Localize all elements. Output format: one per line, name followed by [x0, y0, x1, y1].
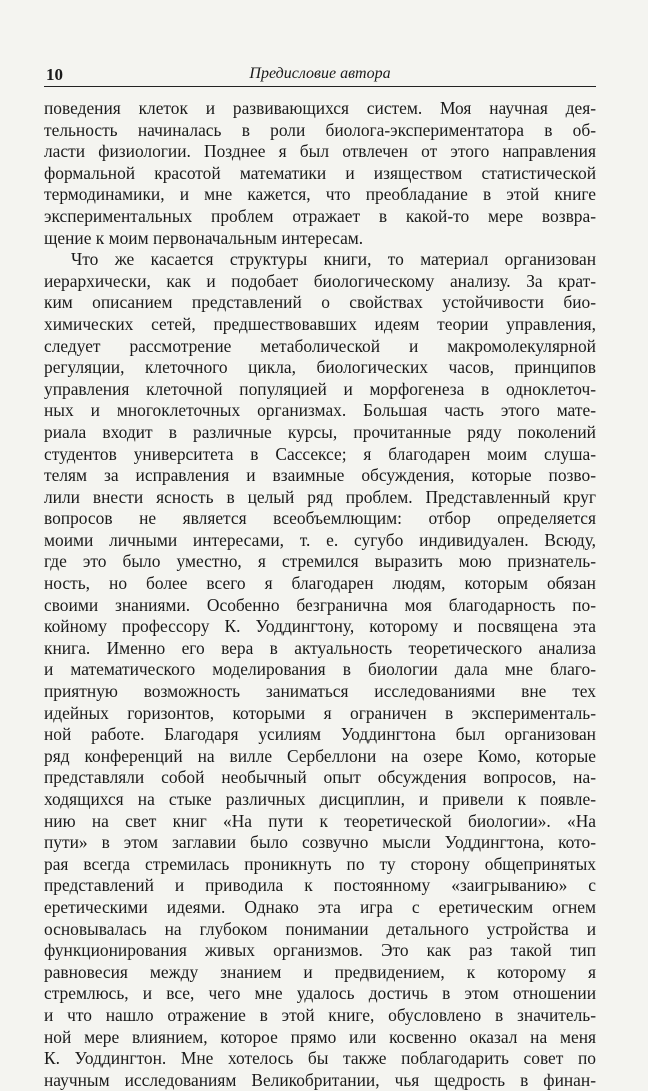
text-line: К. Уоддингтон. Мне хотелось бы также поблагодарить совет по: [44, 1048, 596, 1069]
text-line: где это было уместно, я стремился выразить мою признатель-: [44, 551, 596, 572]
text-line: ной работе. Благодаря усилиям Уоддингтона был организован: [44, 724, 596, 745]
text-line: управления клеточной популяцией и морфогенеза в одноклеточ-: [44, 378, 596, 399]
text-line: равновесия между знанием и предвидением, к которому я: [44, 961, 596, 982]
text-line: телям за исправления и взаимные обсуждения, которые позво-: [44, 465, 596, 486]
text-line: химических сетей, предшествовавших идеям теории управления,: [44, 313, 596, 334]
text-line: формальной красотой математики и изяществом статистической: [44, 162, 596, 183]
text-line: Что же касается структуры книги, то материал организован: [71, 249, 596, 270]
text-line: поведения клеток и развивающихся систем. Моя научная дея-: [44, 98, 596, 118]
text-line: ким описанием представлений о свойствах устойчивости био-: [44, 292, 596, 313]
text-line: ной мере влиянием, которое прямо или косвенно оказал на меня: [44, 1026, 596, 1047]
page-header: [44, 62, 596, 87]
text-line: стремлюсь, и все, чего мне удалось достичь в этом отношении: [44, 983, 596, 1004]
text-line: студентов университета в Сассексе; я благодарен моим слуша-: [44, 443, 596, 464]
running-title: Предисловие автора: [249, 65, 391, 82]
text-line: научным исследованиям Великобритании, чья щедрость в финан-: [44, 1069, 596, 1090]
text-line: основывалась на глубоком понимании детального устройства и: [44, 918, 596, 939]
text-line: риала входит в различные курсы, прочитанные ряду поколений: [44, 421, 596, 442]
text-line: ласти физиологии. Позднее я был отвлечен от этого направления: [44, 141, 596, 162]
text-line: представлений и приводила к постоянному «заигрыванию» с: [44, 875, 596, 896]
text-line: рая всегда стремилась проникнуть по ту сторону общепринятых: [44, 853, 596, 874]
text-line: регуляции, клеточного цикла, биологических часов, принципов: [44, 357, 596, 378]
text-line: своими знаниями. Особенно безгранична моя благодарность по-: [44, 594, 596, 615]
text-line: следует рассмотрение метаболической и макромолекулярной: [44, 335, 596, 356]
text-line: и что нашло отражение в этой книге, обусловлено в значитель-: [44, 1004, 596, 1025]
text-line: вопросов не является всеобъемлющим: отбор определяется: [44, 508, 596, 529]
text-line: экспериментальных проблем отражает в какой-то мере возвра-: [44, 205, 596, 226]
text-line: приятную возможность заниматься исследованиями вне тех: [44, 681, 596, 702]
text-line: еретическими идеями. Однако эта игра с еретическим огнем: [44, 896, 596, 917]
text-line: нию на свет книг «На пути к теоретической биологии». «На: [44, 810, 596, 831]
text-line: моими личными интересами, т. е. сугубо индивидуален. Всюду,: [44, 529, 596, 550]
text-line: пути» в этом заглавии было созвучно мысли Уоддингтона, кото-: [44, 832, 596, 853]
text-line: книга. Именно его вера в актуальность теоретического анализа: [44, 637, 596, 658]
text-line: представляли собой необычный опыт обсуждения вопросов, на-: [44, 767, 596, 788]
text-line: тельность начиналась в роли биолога-экспериментатора в об-: [44, 119, 596, 140]
text-line: ряд конференций на вилле Сербеллони на озере Комо, которые: [44, 745, 596, 766]
text-line: и математического моделирования в биологии дала мне благо-: [44, 659, 596, 680]
text-line: щение к моим первоначальным интересам.: [44, 227, 364, 248]
text-line: идейных горизонтов, которыми я ограничен в эксперименталь-: [44, 702, 596, 723]
text-line: лили внести ясность в целый ряд проблем. Представленный круг: [44, 486, 596, 507]
text-line: термодинамики, и мне кажется, что преобладание в этой книге: [44, 184, 596, 205]
body-text: [44, 98, 596, 1091]
page-number: 10: [46, 65, 63, 84]
text-line: ность, но более всего я благодарен людям, которым обязан: [44, 573, 596, 594]
text-line: койному профессору К. Уоддингтону, которому и посвящена эта: [44, 616, 596, 637]
text-line: ных и многоклеточных организмах. Большая часть этого мате-: [44, 400, 596, 421]
text-line: иерархически, как и подобает биологическому анализу. За крат-: [44, 270, 596, 291]
text-line: ходящихся на стыке различных дисциплин, и привели к появле-: [44, 789, 596, 809]
text-line: функционирования живых организмов. Это как раз такой тип: [44, 940, 596, 961]
